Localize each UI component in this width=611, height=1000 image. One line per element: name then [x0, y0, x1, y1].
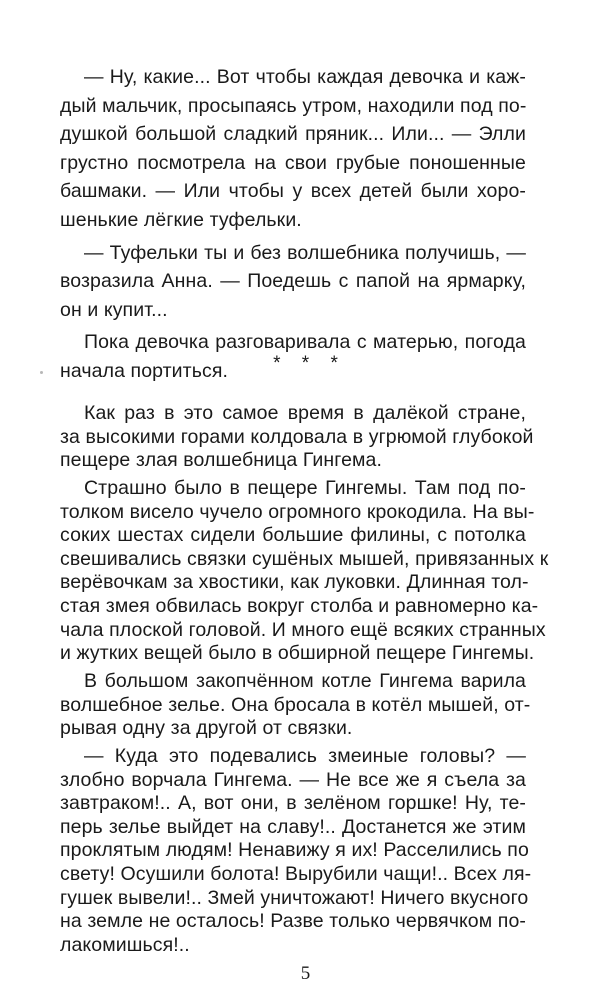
text-line: проклятым людям! Ненавижу я их! Расселились по [60, 839, 529, 862]
text-line: завтраком!.. А, вот они, в зелёном горшке! Ну, те- [60, 792, 526, 815]
text-line: за высокими горами колдовала в угрюмой глубокой [60, 425, 534, 448]
text-line: — Куда это подевались змеиные головы? — [84, 744, 526, 767]
text-line: дый мальчик, просыпаясь утром, находили под по- [60, 94, 527, 117]
text-line: — Туфельки ты и без волшебника получишь, — [84, 241, 526, 264]
text-line: В большом закопчённом котле Гингема варила [84, 670, 526, 692]
text-line: он и купит... [60, 298, 168, 321]
text-line: грустно посмотрела на свои грубые поношенные [60, 151, 526, 174]
text-line: волшебное зелье. Она бросала в котёл мышей, от- [60, 693, 531, 716]
text-line: возразила Анна. — Поедешь с папой на ярмарку, [60, 270, 526, 293]
text-line: гушек вывели!.. Змей уничтожают! Ничего вкусного [60, 886, 529, 909]
text-line: рывая одну за другой от связки. [60, 717, 353, 740]
text-line: стая змея обвилась вокруг столба и равномерно ка- [60, 595, 539, 618]
text-line: башмаки. — Или чтобы у всех детей были хоро- [60, 180, 526, 203]
text-line: чала плоской головой. И много ещё всяких странных [60, 618, 546, 641]
text-line: шенькие лёгкие туфельки. [60, 209, 302, 231]
text-line: Как раз в это самое время в далёкой стране, [84, 402, 526, 424]
text-line: свешивались связки сушёных мышей, привязанных к [60, 547, 549, 570]
text-line: душкой большой сладкий пряник... Или... — Элли [60, 123, 526, 146]
page-number: 5 [300, 963, 311, 984]
text-line: — Ну, какие... Вот чтобы каждая девочка и каж- [84, 66, 526, 88]
text-line: толком висело чучело огромного крокодила. На вы- [60, 500, 535, 523]
text-line: лакомишься!.. [60, 934, 190, 956]
text-line: соких шестах сидели большие филины, с потолка [60, 524, 526, 547]
text-line: перь зелье выйдет на славу!.. Достанется же этим [60, 815, 526, 838]
text-line: свету! Осушили болота! Вырубили чащи!.. Всех ля- [60, 863, 532, 886]
text-line: Страшно было в пещере Гингемы. Там под по- [84, 476, 526, 499]
text-line: злобно ворчала Гингема. — Не все же я съела за [60, 768, 526, 791]
text-line: начала портиться. [60, 360, 228, 382]
text-line: Пока девочка разговаривала с матерью, погода [84, 331, 526, 354]
text-line: на земле не осталось! Разве только червячком по- [60, 910, 526, 933]
text-line: верёвочкам за хвостики, как луковки. Длинная тол- [60, 571, 529, 594]
section-separator: * * * [273, 353, 346, 374]
text-line: пещере злая волшебница Гингема. [60, 449, 382, 472]
text-line: и жутких вещей было в обширной пещере Гингемы. [60, 642, 535, 665]
